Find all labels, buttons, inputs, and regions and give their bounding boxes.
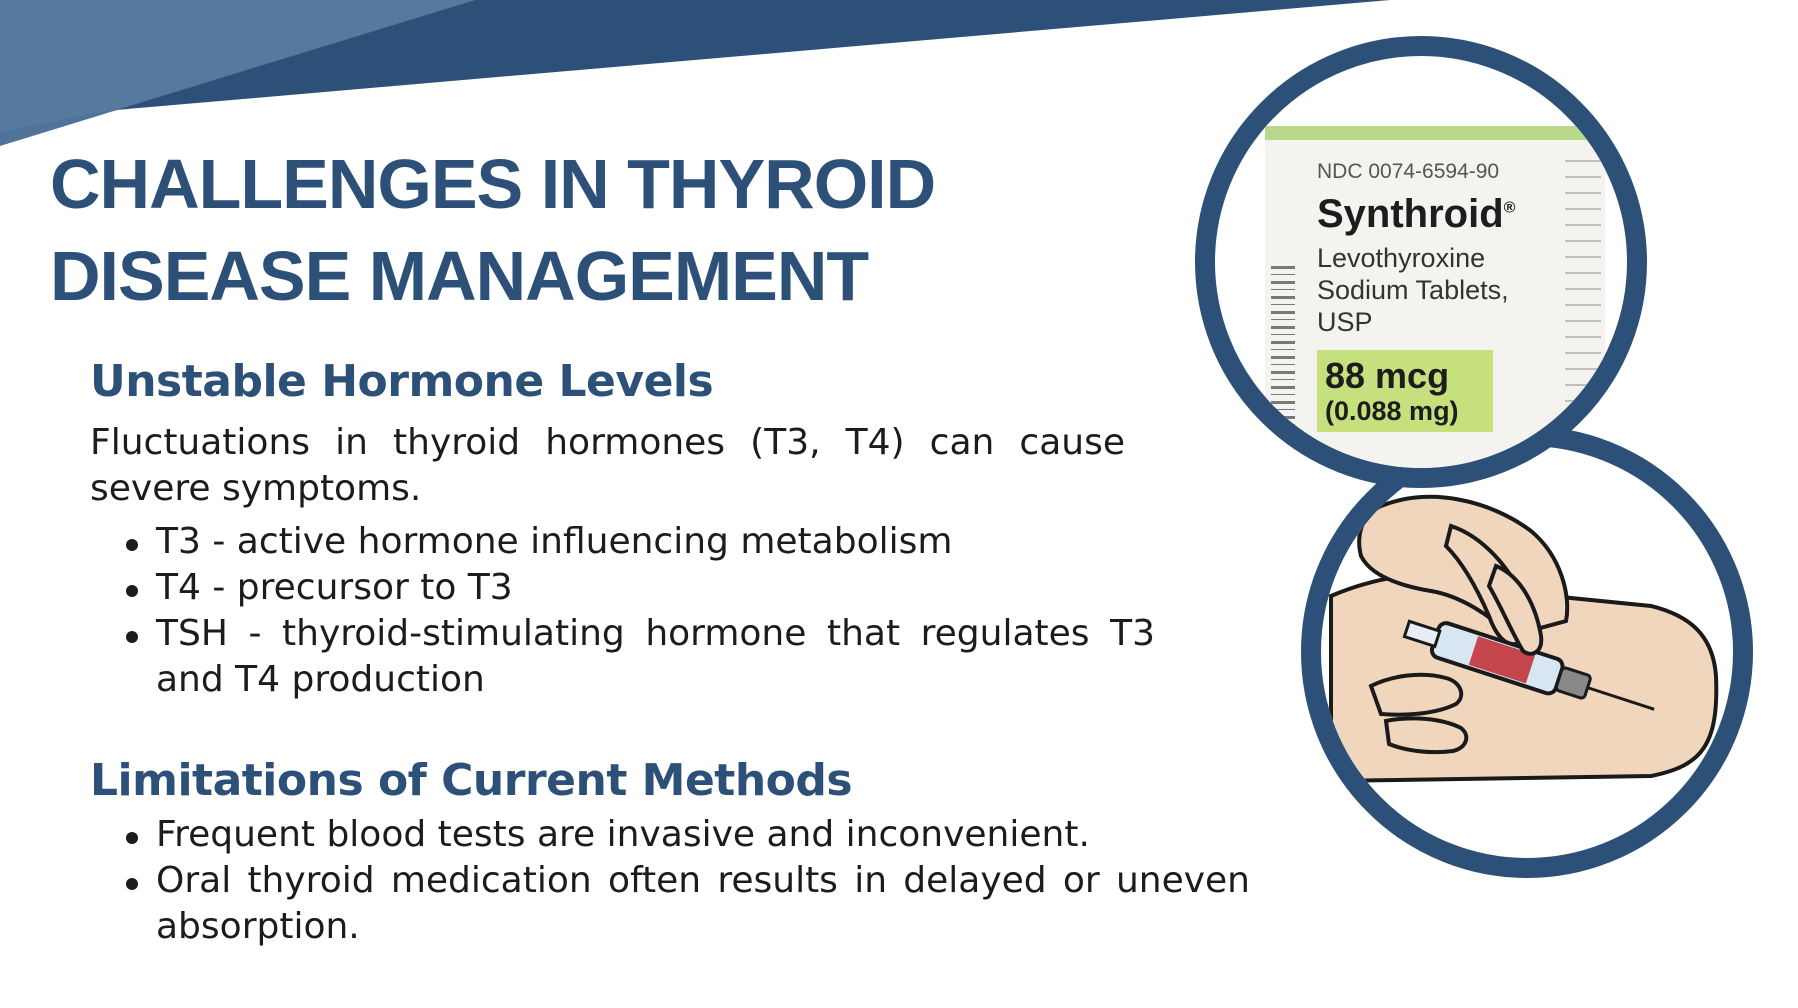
finger-1: [1371, 675, 1461, 715]
brand-name: [1317, 192, 1515, 237]
syringe-injection-image: [1301, 426, 1753, 878]
medication-bottle-image: [1195, 36, 1647, 488]
bullet-text: Oral thyroid medication often results in delayed or uneven absorption.: [156, 860, 1250, 947]
section-paragraph: Fluctuations in thyroid hormones (T3, T4) can cause severe symptoms.: [90, 422, 1125, 509]
registered-mark: ®: [1503, 199, 1516, 217]
bullet-dot-icon: [126, 539, 138, 551]
bullet-dot-icon: [126, 585, 138, 597]
dose-mg: (0.088 mg): [1325, 396, 1459, 426]
brand-text: Synthroid: [1317, 192, 1504, 236]
label-side-text: [1565, 152, 1601, 452]
bullet-item: [90, 565, 1155, 611]
generic-line: Levothyroxine: [1317, 243, 1486, 273]
dose-mcg: 88 mcg: [1325, 355, 1450, 396]
barcode-icon: [1271, 260, 1295, 430]
bullet-text: Frequent blood tests are invasive and inconvenient.: [156, 814, 1090, 855]
generic-line: Sodium Tablets,: [1317, 275, 1509, 305]
bullet-text: T4 - precursor to T3: [156, 567, 513, 608]
page-title: CHALLENGES IN THYROID DISEASE MANAGEMENT: [50, 145, 936, 315]
dose-box: [1317, 350, 1493, 432]
hormone-bullet-list: [90, 519, 1155, 703]
bullet-text: T3 - active hormone influencing metabolism: [156, 521, 953, 562]
ndc-code: NDC 0074-6594-90: [1317, 160, 1500, 183]
generic-line: USP: [1317, 307, 1373, 337]
bottle-label: [1265, 126, 1605, 488]
bullet-item: [90, 812, 1250, 858]
bullet-item: [90, 519, 1155, 565]
section-heading-hormone-levels: Unstable Hormone Levels: [90, 356, 714, 407]
bullet-dot-icon: [126, 631, 138, 643]
section-heading-limitations: Limitations of Current Methods: [90, 755, 853, 806]
bullet-text: TSH - thyroid-stimulating hormone that regulates T3 and T4 production: [156, 613, 1155, 700]
limitations-bullet-list: [90, 812, 1250, 950]
bullet-dot-icon: [126, 878, 138, 890]
bullet-item: [90, 858, 1250, 950]
finger-2: [1386, 718, 1466, 752]
generic-name: [1317, 242, 1557, 338]
bullet-item: [90, 611, 1155, 703]
bullet-dot-icon: [126, 832, 138, 844]
syringe-icon: [1321, 446, 1733, 858]
